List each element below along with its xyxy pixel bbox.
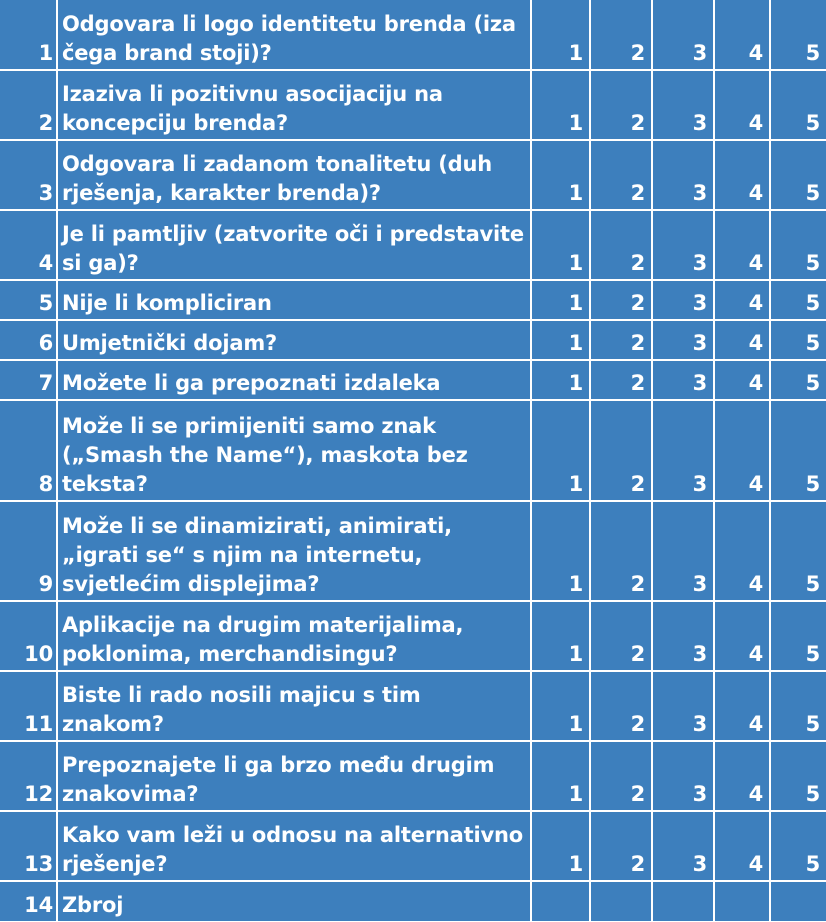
score-option-2[interactable]: 2 (590, 601, 652, 671)
score-option-5[interactable]: 5 (770, 70, 826, 140)
score-option-1[interactable]: 1 (531, 320, 590, 360)
score-option-2[interactable]: 2 (590, 741, 652, 811)
score-option-1[interactable]: 1 (531, 0, 590, 70)
table-row (0, 320, 826, 360)
score-option-4[interactable]: 4 (714, 140, 770, 210)
score-option-3[interactable]: 3 (652, 210, 714, 280)
score-option-5[interactable]: 5 (770, 400, 826, 501)
score-option-5[interactable]: 5 (770, 320, 826, 360)
row-number: 14 (0, 881, 57, 922)
score-option-3[interactable]: 3 (652, 70, 714, 140)
score-option-2[interactable]: 2 (590, 0, 652, 70)
score-option-3[interactable]: 3 (652, 0, 714, 70)
question-text: Može li se dinamizirati, animirati, „igrati se“ s njim na internetu, svjetlećim displejima? (57, 501, 531, 601)
question-text: Može li se primijeniti samo znak („Smash the Name“), maskota bez teksta? (57, 400, 531, 501)
total-cell-3[interactable] (652, 881, 714, 922)
total-cell-4[interactable] (714, 881, 770, 922)
score-option-2[interactable]: 2 (590, 671, 652, 741)
table-row (0, 70, 826, 140)
question-text: Prepoznajete li ga brzo među drugim znakovima? (57, 741, 531, 811)
total-label: Zbroj (57, 881, 531, 922)
score-option-5[interactable]: 5 (770, 0, 826, 70)
question-text: Biste li rado nosili majicu s tim znakom? (57, 671, 531, 741)
row-number: 9 (0, 501, 57, 601)
score-option-3[interactable]: 3 (652, 320, 714, 360)
score-option-2[interactable]: 2 (590, 501, 652, 601)
row-number: 2 (0, 70, 57, 140)
score-option-3[interactable]: 3 (652, 140, 714, 210)
score-option-4[interactable]: 4 (714, 501, 770, 601)
row-number: 1 (0, 0, 57, 70)
row-number: 3 (0, 140, 57, 210)
score-option-4[interactable]: 4 (714, 741, 770, 811)
row-number: 5 (0, 280, 57, 320)
score-option-4[interactable]: 4 (714, 70, 770, 140)
score-option-4[interactable]: 4 (714, 210, 770, 280)
table-row (0, 601, 826, 671)
score-option-1[interactable]: 1 (531, 741, 590, 811)
table-row-total (0, 881, 826, 922)
question-text: Je li pamtljiv (zatvorite oči i predstavite si ga)? (57, 210, 531, 280)
score-option-5[interactable]: 5 (770, 671, 826, 741)
score-option-2[interactable]: 2 (590, 70, 652, 140)
question-text: Aplikacije na drugim materijalima, poklonima, merchandisingu? (57, 601, 531, 671)
score-option-4[interactable]: 4 (714, 400, 770, 501)
score-option-2[interactable]: 2 (590, 140, 652, 210)
score-option-4[interactable]: 4 (714, 811, 770, 881)
score-option-3[interactable]: 3 (652, 811, 714, 881)
total-cell-5[interactable] (770, 881, 826, 922)
row-number: 8 (0, 400, 57, 501)
question-text: Odgovara li logo identitetu brenda (iza čega brand stoji)? (57, 0, 531, 70)
score-option-1[interactable]: 1 (531, 811, 590, 881)
question-text: Odgovara li zadanom tonalitetu (duh rješenja, karakter brenda)? (57, 140, 531, 210)
question-text: Nije li kompliciran (57, 280, 531, 320)
row-number: 7 (0, 360, 57, 400)
row-number: 4 (0, 210, 57, 280)
score-option-3[interactable]: 3 (652, 501, 714, 601)
row-number: 6 (0, 320, 57, 360)
score-option-1[interactable]: 1 (531, 280, 590, 320)
score-option-2[interactable]: 2 (590, 400, 652, 501)
score-option-3[interactable]: 3 (652, 671, 714, 741)
score-option-2[interactable]: 2 (590, 360, 652, 400)
question-text: Možete li ga prepoznati izdaleka (57, 360, 531, 400)
score-option-3[interactable]: 3 (652, 280, 714, 320)
score-option-1[interactable]: 1 (531, 671, 590, 741)
score-option-1[interactable]: 1 (531, 210, 590, 280)
score-option-4[interactable]: 4 (714, 320, 770, 360)
row-number: 13 (0, 811, 57, 881)
score-option-5[interactable]: 5 (770, 811, 826, 881)
score-option-5[interactable]: 5 (770, 501, 826, 601)
score-option-1[interactable]: 1 (531, 501, 590, 601)
score-option-5[interactable]: 5 (770, 741, 826, 811)
question-text: Umjetnički dojam? (57, 320, 531, 360)
score-option-3[interactable]: 3 (652, 360, 714, 400)
score-option-5[interactable]: 5 (770, 210, 826, 280)
table-row (0, 140, 826, 210)
table-row (0, 400, 826, 501)
table-row (0, 210, 826, 280)
table-row (0, 0, 826, 70)
score-option-4[interactable]: 4 (714, 671, 770, 741)
score-option-3[interactable]: 3 (652, 601, 714, 671)
score-option-2[interactable]: 2 (590, 320, 652, 360)
question-text: Izaziva li pozitivnu asocijaciju na koncepciju brenda? (57, 70, 531, 140)
score-option-5[interactable]: 5 (770, 140, 826, 210)
table-row (0, 811, 826, 881)
score-option-2[interactable]: 2 (590, 210, 652, 280)
table-row (0, 671, 826, 741)
score-option-4[interactable]: 4 (714, 360, 770, 400)
row-number: 10 (0, 601, 57, 671)
score-option-1[interactable]: 1 (531, 400, 590, 501)
score-option-1[interactable]: 1 (531, 140, 590, 210)
total-cell-2[interactable] (590, 881, 652, 922)
score-option-2[interactable]: 2 (590, 811, 652, 881)
row-number: 11 (0, 671, 57, 741)
table-row (0, 741, 826, 811)
score-option-3[interactable]: 3 (652, 741, 714, 811)
score-option-5[interactable]: 5 (770, 601, 826, 671)
score-option-1[interactable]: 1 (531, 601, 590, 671)
score-option-2[interactable]: 2 (590, 280, 652, 320)
score-option-3[interactable]: 3 (652, 400, 714, 501)
table-row (0, 280, 826, 320)
table-row (0, 360, 826, 400)
total-cell-1[interactable] (531, 881, 590, 922)
score-option-4[interactable]: 4 (714, 0, 770, 70)
question-text: Kako vam leži u odnosu na alternativno rješenje? (57, 811, 531, 881)
row-number: 12 (0, 741, 57, 811)
score-option-5[interactable]: 5 (770, 360, 826, 400)
score-option-4[interactable]: 4 (714, 601, 770, 671)
score-option-5[interactable]: 5 (770, 280, 826, 320)
table-row (0, 501, 826, 601)
score-option-1[interactable]: 1 (531, 360, 590, 400)
score-option-4[interactable]: 4 (714, 280, 770, 320)
score-option-1[interactable]: 1 (531, 70, 590, 140)
